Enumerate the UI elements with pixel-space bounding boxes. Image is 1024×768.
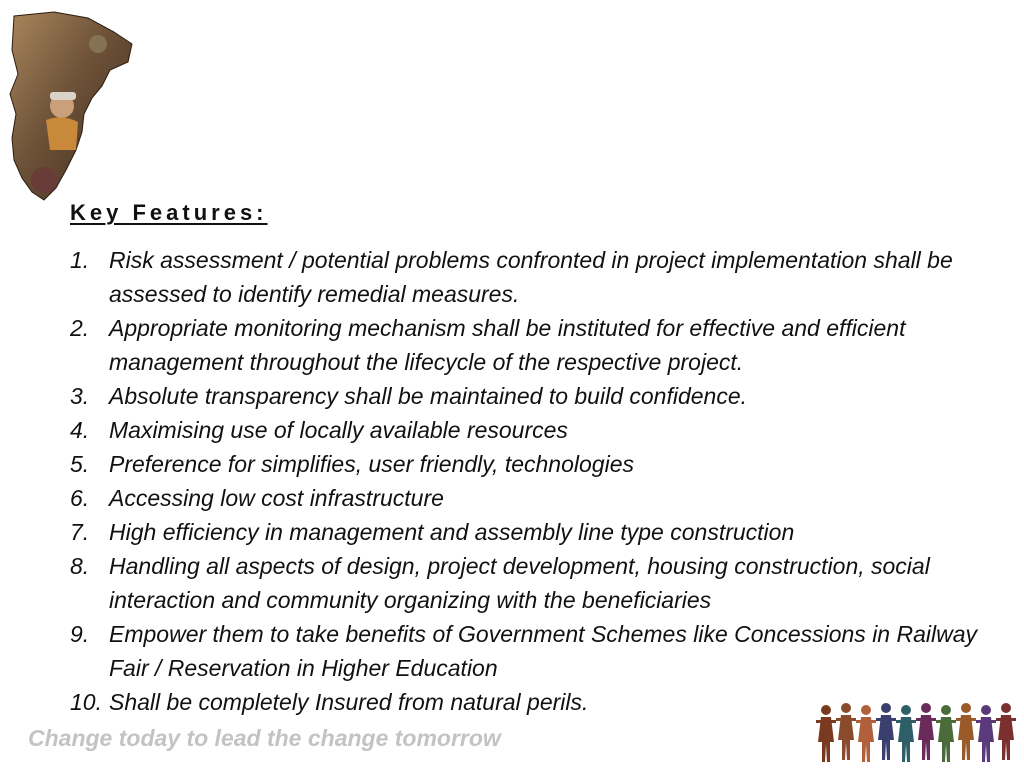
people-chain-icon bbox=[812, 698, 1024, 768]
feature-number: 9. bbox=[70, 621, 90, 647]
feature-list bbox=[70, 243, 990, 719]
person-body bbox=[878, 715, 894, 760]
person-arms bbox=[896, 720, 916, 723]
feature-text: Maximising use of locally available resources bbox=[109, 417, 568, 443]
pottery bbox=[31, 167, 57, 193]
person-body bbox=[818, 717, 834, 762]
person-head bbox=[881, 703, 891, 713]
feature-text: Empower them to take benefits of Government Schemes like Concessions in Railway Fair / Reservation in Higher Education bbox=[109, 621, 978, 681]
feature-item bbox=[70, 617, 990, 685]
feature-item bbox=[70, 549, 990, 617]
statue-detail bbox=[89, 35, 107, 53]
feature-text: Shall be completely Insured from natural perils. bbox=[109, 689, 589, 715]
person-figure bbox=[816, 705, 836, 762]
person-arms bbox=[816, 720, 836, 723]
person-head bbox=[861, 705, 871, 715]
person-figure bbox=[996, 703, 1016, 760]
person-body bbox=[858, 717, 874, 762]
person-body bbox=[838, 715, 854, 760]
person-figure bbox=[956, 703, 976, 760]
feature-item bbox=[70, 243, 990, 311]
feature-item bbox=[70, 413, 990, 447]
feature-text: Risk assessment / potential problems confronted in project implementation shall be assessed to identify remedial measures. bbox=[109, 247, 953, 307]
feature-number: 5. bbox=[70, 451, 90, 477]
person-figure bbox=[916, 703, 936, 760]
feature-text: Preference for simplifies, user friendly, technologies bbox=[109, 451, 634, 477]
figure-body bbox=[46, 117, 78, 150]
person-head bbox=[961, 703, 971, 713]
person-figure bbox=[876, 703, 896, 760]
person-arms bbox=[836, 718, 856, 721]
feature-text: Handling all aspects of design, project development, housing construction, social interaction and community organizing with the beneficiaries bbox=[109, 553, 930, 613]
person-arms bbox=[916, 718, 936, 721]
feature-number: 7. bbox=[70, 519, 90, 545]
feature-number: 3. bbox=[70, 383, 90, 409]
person-arms bbox=[936, 720, 956, 723]
person-head bbox=[901, 705, 911, 715]
person-head bbox=[981, 705, 991, 715]
feature-number: 1. bbox=[70, 247, 90, 273]
feature-text: High efficiency in management and assembly line type construction bbox=[109, 519, 795, 545]
tagline: Change today to lead the change tomorrow bbox=[28, 725, 501, 751]
feature-item bbox=[70, 447, 990, 481]
feature-text: Accessing low cost infrastructure bbox=[109, 485, 444, 511]
person-head bbox=[841, 703, 851, 713]
person-arms bbox=[856, 720, 876, 723]
person-body bbox=[998, 715, 1014, 760]
person-arms bbox=[976, 720, 996, 723]
page-title: Key Features: bbox=[70, 200, 268, 225]
person-body bbox=[978, 717, 994, 762]
feature-item bbox=[70, 481, 990, 515]
person-figure bbox=[856, 705, 876, 762]
person-figure bbox=[936, 705, 956, 762]
person-head bbox=[1001, 703, 1011, 713]
feature-number: 8. bbox=[70, 553, 90, 579]
person-head bbox=[941, 705, 951, 715]
person-arms bbox=[996, 718, 1016, 721]
person-body bbox=[958, 715, 974, 760]
person-head bbox=[821, 705, 831, 715]
person-figure bbox=[896, 705, 916, 762]
person-arms bbox=[876, 718, 896, 721]
feature-item bbox=[70, 311, 990, 379]
head-scarf bbox=[50, 92, 76, 100]
feature-item bbox=[70, 379, 990, 413]
feature-number: 10. bbox=[70, 689, 102, 715]
person-figure bbox=[976, 705, 996, 762]
feature-item bbox=[70, 515, 990, 549]
feature-number: 4. bbox=[70, 417, 90, 443]
person-body bbox=[918, 715, 934, 760]
person-figure bbox=[836, 703, 856, 760]
person-arms bbox=[956, 718, 976, 721]
person-body bbox=[938, 717, 954, 762]
person-body bbox=[898, 717, 914, 762]
feature-text: Appropriate monitoring mechanism shall be instituted for effective and efficient management throughout the lifecycle of the respective project. bbox=[109, 315, 906, 375]
person-head bbox=[921, 703, 931, 713]
feature-number: 2. bbox=[70, 315, 90, 341]
feature-text: Absolute transparency shall be maintained to build confidence. bbox=[109, 383, 748, 409]
feature-number: 6. bbox=[70, 485, 90, 511]
india-map-collage-icon bbox=[6, 10, 138, 202]
